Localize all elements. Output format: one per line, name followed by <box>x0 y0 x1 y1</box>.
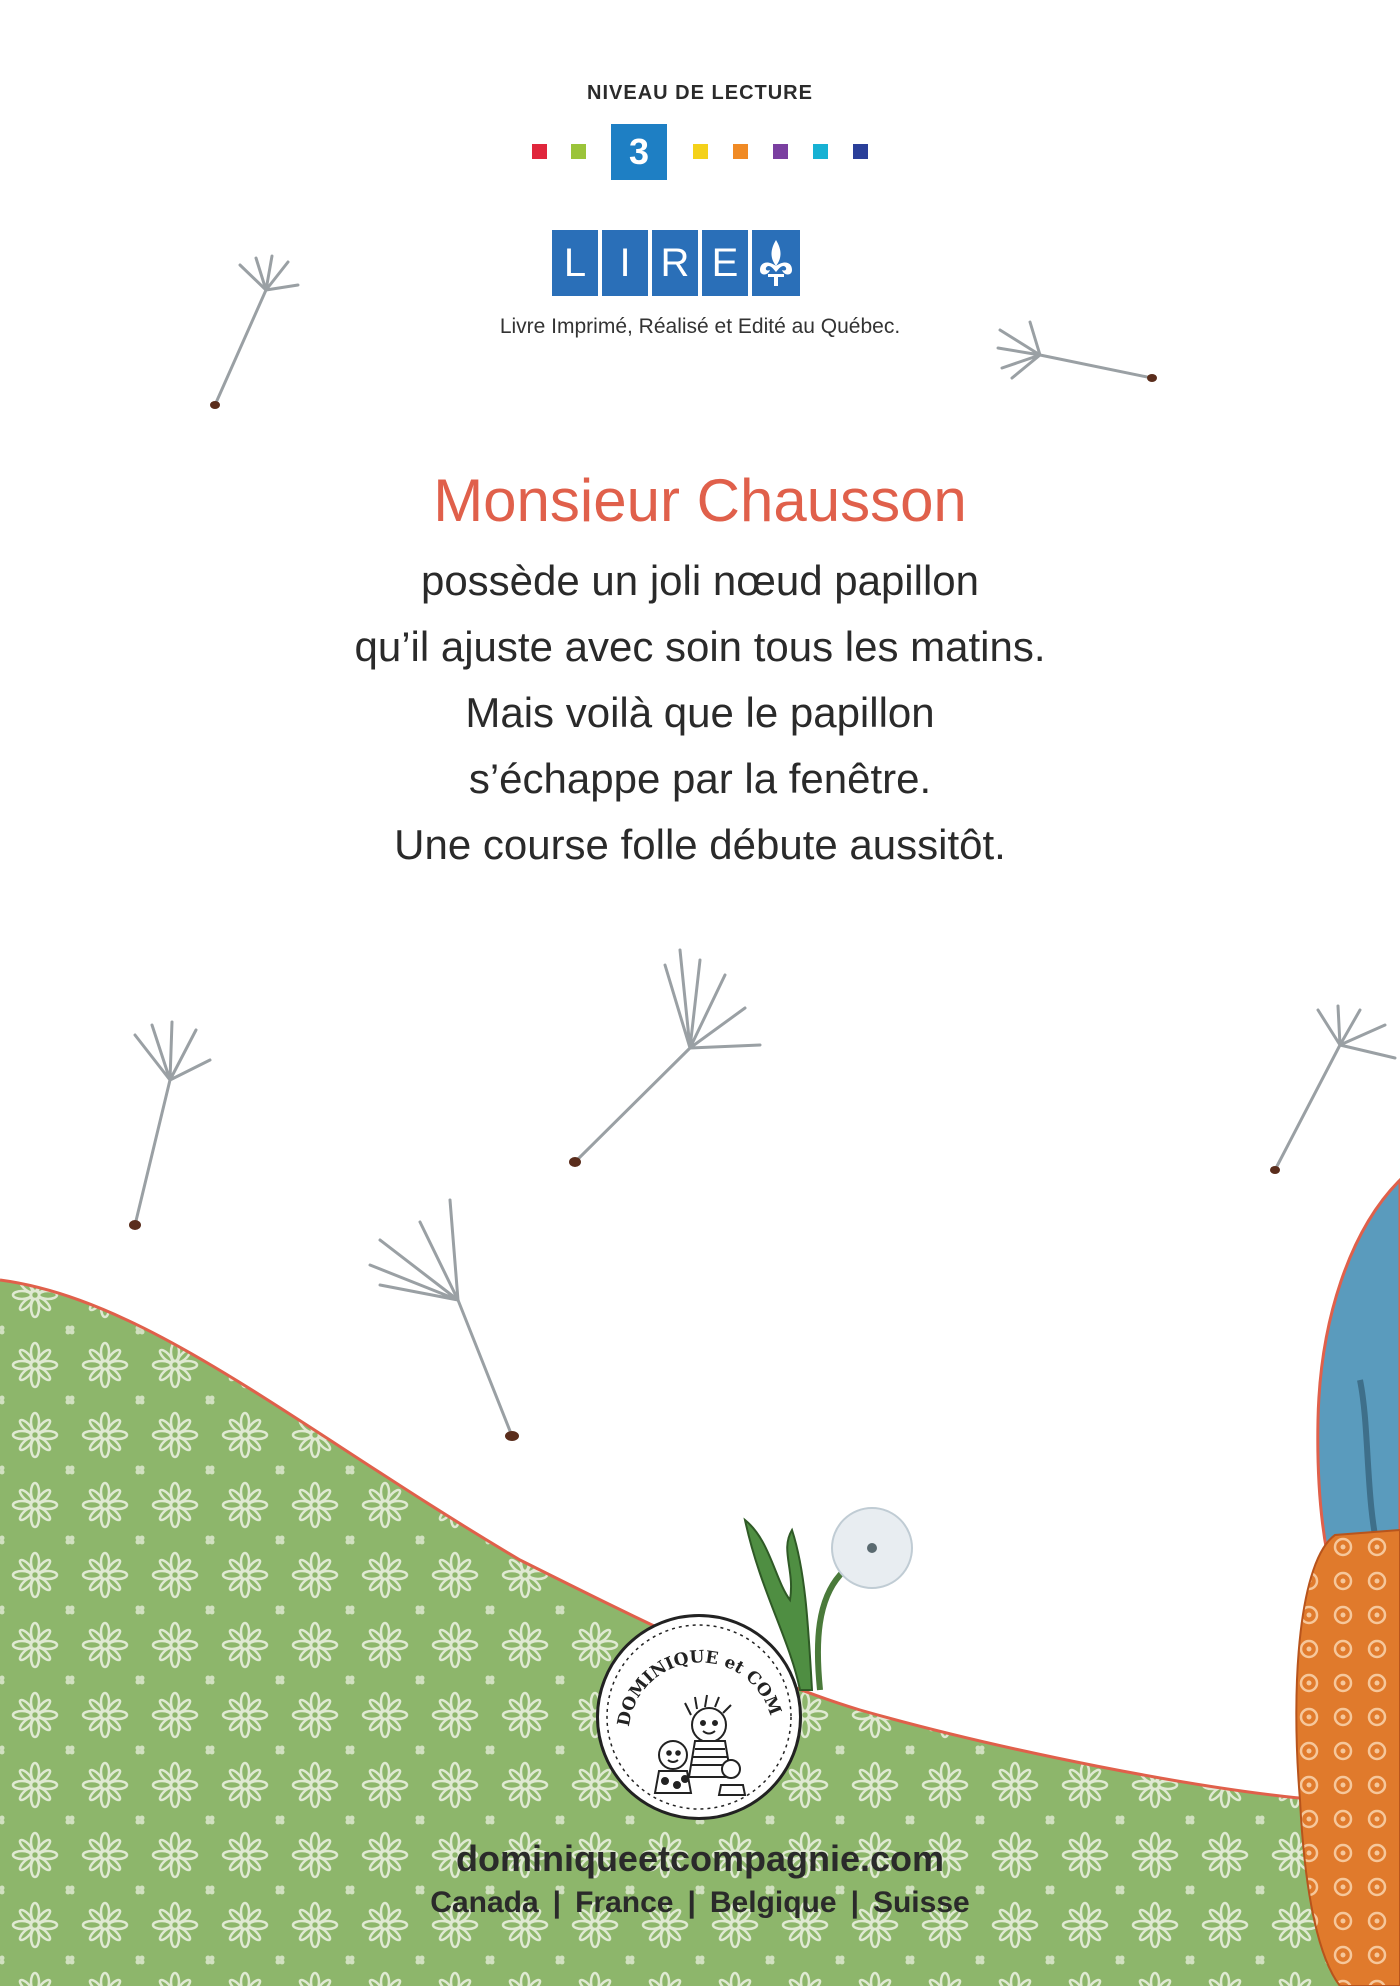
country-item: Suisse <box>872 1886 970 1919</box>
blurb-line: possède un joli nœud papillon <box>420 557 980 604</box>
level-dot <box>532 144 547 159</box>
country-item: France <box>575 1886 674 1919</box>
separator: | <box>552 1886 562 1919</box>
level-dot <box>571 144 586 159</box>
lire-letter: L <box>552 230 598 296</box>
book-blurb <box>0 548 1400 878</box>
lire-tagline: Livre Imprimé, Réalisé et Edité au Québec. <box>499 315 901 338</box>
level-dot <box>773 144 788 159</box>
blurb-line: Une course folle débute aussitôt. <box>394 821 1006 868</box>
separator: | <box>850 1886 859 1919</box>
country-list <box>0 1886 1400 1920</box>
separator: | <box>687 1886 696 1919</box>
reading-level-label: NIVEAU DE LECTURE <box>587 82 813 104</box>
lire-letter: E <box>702 230 748 296</box>
fleur-de-lis-icon <box>752 230 800 296</box>
level-dot <box>813 144 828 159</box>
publisher-url[interactable]: dominiqueetcompagnie.com <box>455 1838 945 1879</box>
country-item: Canada <box>430 1886 539 1919</box>
country-item: Belgique <box>709 1886 837 1919</box>
level-dot <box>733 144 748 159</box>
svg-text:DOMINIQUE et COMPAGNIE: DOMINIQUE et COM <box>613 1647 785 1729</box>
level-dot <box>853 144 868 159</box>
lire-letter: R <box>652 230 698 296</box>
lire-letter: I <box>602 230 648 296</box>
level-dot <box>693 144 708 159</box>
reading-level-current: 3 <box>611 124 667 180</box>
publisher-seal-logo <box>596 1614 802 1820</box>
blurb-line: Mais voilà que le papillon <box>465 689 935 736</box>
reading-level-indicator <box>0 122 1400 180</box>
blurb-line: qu’il ajuste avec soin tous les matins. <box>354 623 1046 670</box>
book-title: Monsieur Chausson <box>433 467 967 534</box>
lire-logo <box>552 228 850 298</box>
blurb-line: s’échappe par la fenêtre. <box>468 755 932 802</box>
